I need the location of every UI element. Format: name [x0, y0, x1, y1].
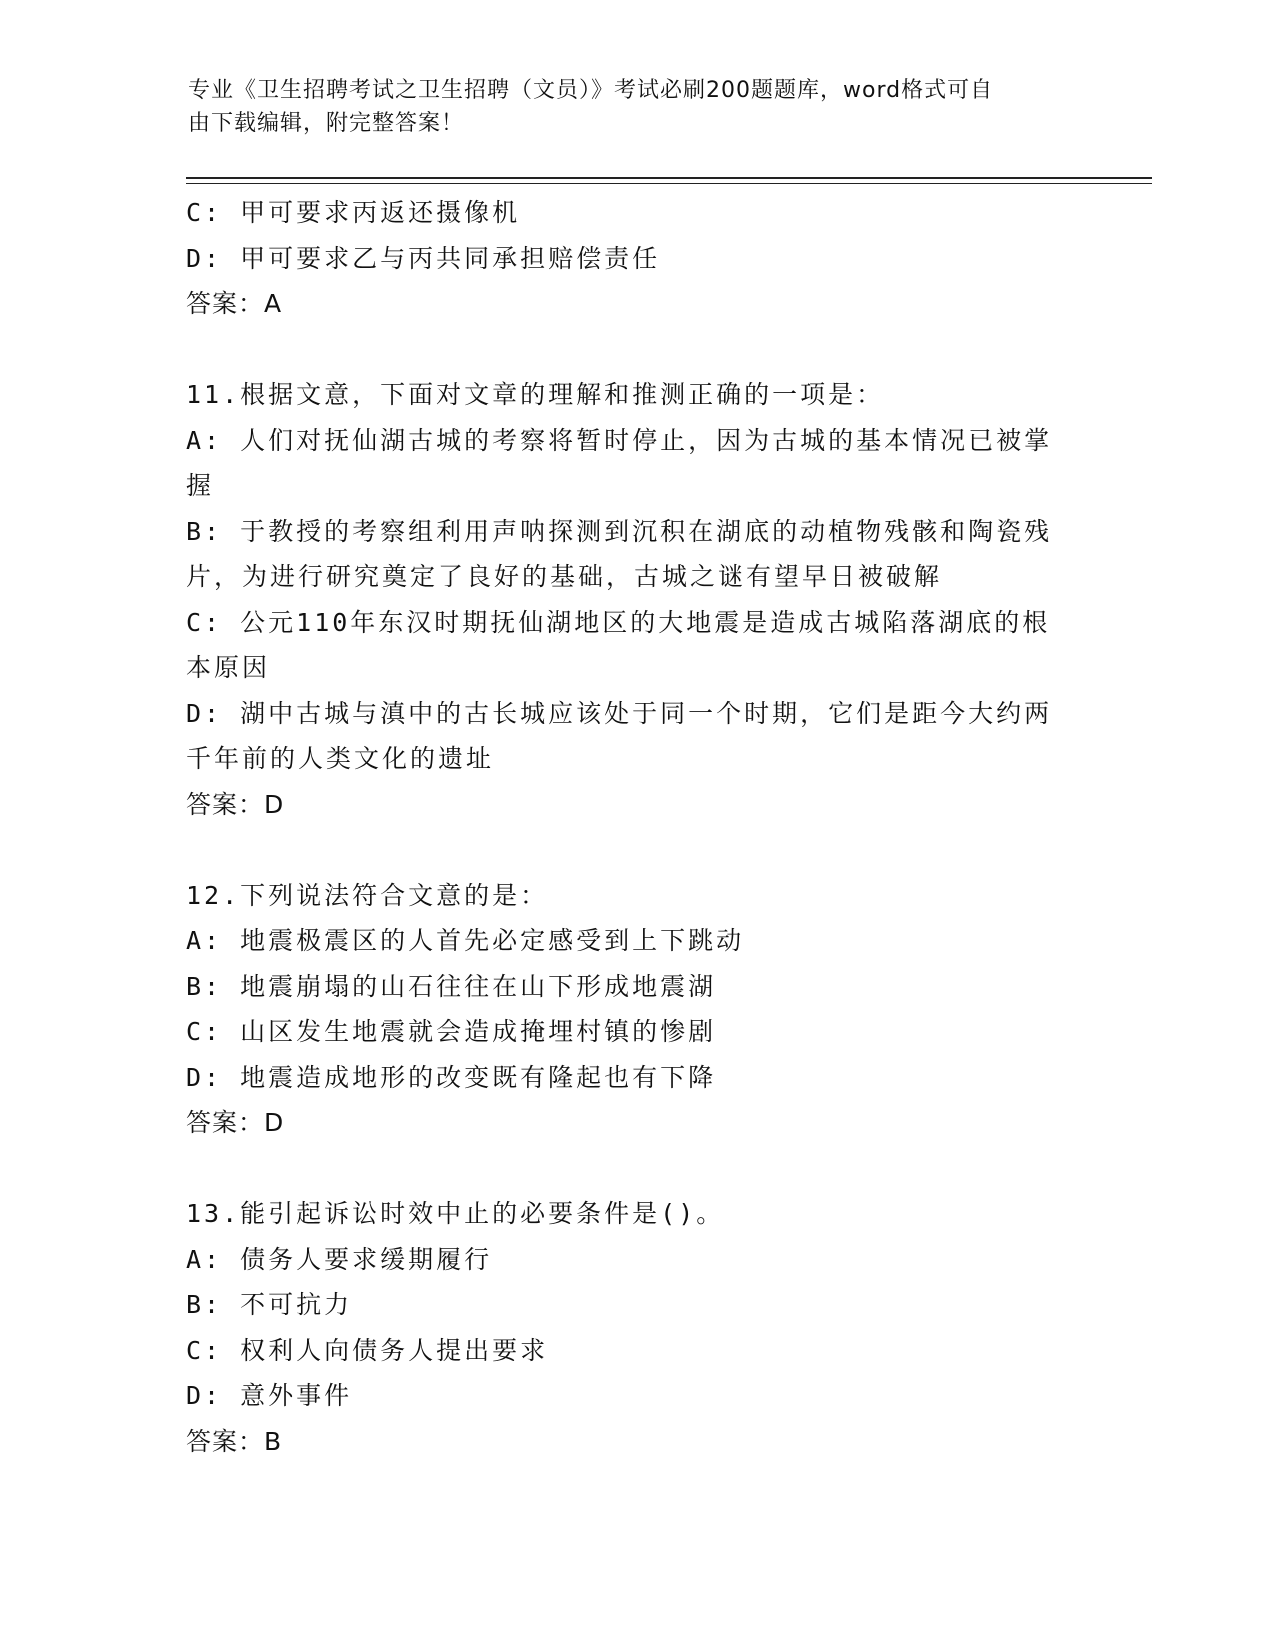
option-d-continued: 千年前的人类文化的遗址	[186, 744, 495, 773]
document-header	[188, 74, 1068, 140]
answer-line: 答案：D	[186, 789, 285, 819]
option-a: A: 地震极震区的人首先必定感受到上下跳动	[186, 926, 745, 955]
option-a-continued: 握	[186, 471, 215, 500]
option-b: B: 于教授的考察组利用声呐探测到沉积在湖底的动植物残骸和陶瓷残	[186, 516, 1053, 546]
option-a: A: 债务人要求缓期履行	[186, 1244, 493, 1274]
spacer	[186, 1146, 1066, 1192]
answer-line: 答案：D	[186, 1108, 285, 1137]
option-b: B: 地震崩塌的山石往往在山下形成地震湖	[186, 971, 717, 1001]
header-line-2: 由下载编辑，附完整答案！	[188, 111, 465, 136]
question-11	[186, 372, 1066, 827]
header-divider-thin	[186, 183, 1152, 184]
option-c-continued: 本原因	[186, 653, 271, 682]
option-b-continued: 片，为进行研究奠定了良好的基础，古城之谜有望早日被破解	[186, 562, 943, 591]
option-d: D: 意外事件	[186, 1381, 353, 1410]
header-divider-thick	[186, 177, 1152, 179]
document-body	[186, 190, 1066, 1464]
question-10-tail	[186, 190, 1066, 327]
option-c: C: 权利人向债务人提出要求	[186, 1335, 549, 1365]
question-text: 13.能引起诉讼时效中止的必要条件是()。	[186, 1199, 725, 1228]
option-c: C: 甲可要求丙返还摄像机	[186, 198, 521, 227]
option-c: C: 公元110年东汉时期抚仙湖地区的大地震是造成古城陷落湖底的根	[186, 607, 1051, 637]
question-text: 12.下列说法符合文意的是：	[186, 880, 549, 910]
question-13	[186, 1191, 1066, 1464]
spacer	[186, 327, 1066, 373]
spacer	[186, 827, 1066, 873]
question-text: 11.根据文意，下面对文章的理解和推测正确的一项是：	[186, 380, 885, 409]
option-d: D: 甲可要求乙与丙共同承担赔偿责任	[186, 243, 661, 273]
option-d: D: 地震造成地形的改变既有隆起也有下降	[186, 1062, 717, 1092]
option-b: B: 不可抗力	[186, 1290, 353, 1319]
answer-line: 答案：B	[186, 1426, 283, 1456]
answer-line: 答案：A	[186, 289, 283, 318]
option-a: A: 人们对抚仙湖古城的考察将暂时停止，因为古城的基本情况已被掌	[186, 425, 1053, 455]
question-12	[186, 873, 1066, 1146]
option-d: D: 湖中古城与滇中的古长城应该处于同一个时期，它们是距今大约两	[186, 698, 1053, 728]
header-line-1: 专业《卫生招聘考试之卫生招聘（文员）》考试必刷200题题库，word格式可自	[188, 78, 994, 103]
option-c: C: 山区发生地震就会造成掩埋村镇的惨剧	[186, 1017, 717, 1046]
